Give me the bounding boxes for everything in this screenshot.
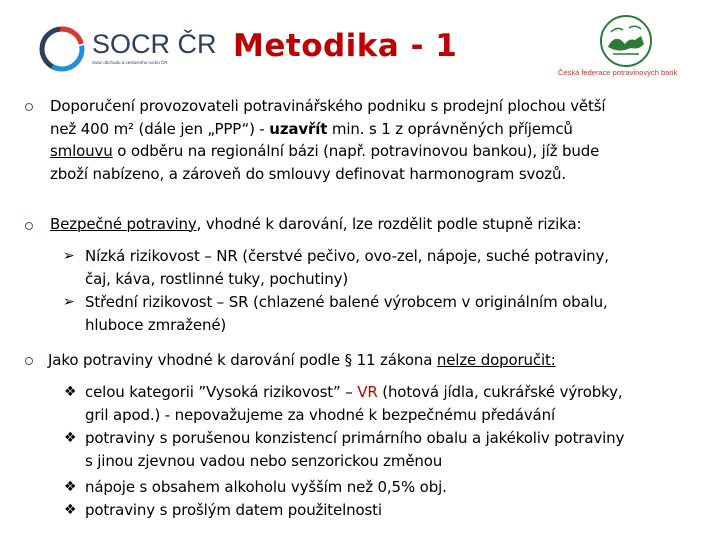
recommendation-label: Doporučení [50,97,135,115]
p2-line-1 [50,213,700,236]
p3-line-1 [48,349,698,372]
risk-item-medium-line-2 [85,314,608,337]
not-rec-item-alcohol [85,476,447,499]
p1-line-1 [50,95,700,118]
not-rec-item-1-line-2 [85,404,623,427]
risk-medium-examples-cont: hluboce zmražené) [85,315,227,334]
not-rec-item-damaged [85,427,624,472]
food-bank-logo [555,14,695,84]
p1-text-4: o odběru na regionální bázi (např. potravinovou bankou), jíž bude [112,142,600,160]
p1-line-3 [50,140,700,163]
food-bank-logo-name: Česká federace potravinových bank [558,68,678,77]
circle-bullet-icon [25,222,33,230]
not-rec-item-1-line-1 [85,381,623,404]
not-rec-item-3-line-1 [85,476,447,499]
high-risk-code: VR [357,383,378,401]
p2-text-1: , [196,215,206,233]
paragraph-recommendation [50,95,700,185]
risk-medium-examples: (chlazené balené výrobcem v originálním obalu, [248,293,608,311]
safe-foods-keyword: Bezpečné potraviny [50,215,197,233]
risk-low-examples: (čerstvé pečivo, ovo-zel, nápoje, suché potraviny, [237,247,609,265]
p1-text-5: zboží nabízeno, a zároveň do smlouvy definovat harmonogram svozů. [50,164,566,183]
arrow-bullet-icon: ➢ [63,248,75,264]
food-bank-emblem-icon [591,14,661,70]
risk-item-low-line-1 [85,245,609,268]
risk-low-label: Nízká rizikovost – [85,247,217,265]
not-rec-item-2-line-2 [85,450,624,473]
paragraph-not-recommended [48,349,698,372]
circle-bullet-icon [25,357,33,365]
alcohol-text: nápoje s obsahem alkoholu vyšším než 0,5% obj. [85,478,447,496]
risk-medium-label: Střední rizikovost – [85,293,229,311]
damaged-foods-text-cont: s jinou zjevnou vadou nebo senzorickou změnou [85,451,443,470]
expired-text: potraviny s prošlým datem použitelnosti [85,501,382,519]
paragraph-safe-foods [50,213,700,236]
page-title: Metodika - 1 [233,28,458,64]
p1-text-2: než 400 m² (dále jen „PPP“) - [50,119,270,138]
not-rec-item-expired [85,499,382,522]
high-risk-examples-cont: gril apod.) - nepovažujeme za vhodné k bezpečnému předávání [85,405,555,424]
risk-item-low [85,245,609,290]
circle-bullet-icon [25,103,33,111]
risk-item-low-line-2 [85,268,609,291]
socr-logo-name: SOCR ČR [92,29,217,59]
not-recommended-keyword: nelze doporučit: [436,351,556,369]
socr-ring-icon [36,22,92,78]
risk-medium-code: SR [228,293,249,311]
socr-logo [36,20,217,80]
diamond-bullet-icon: ❖ [64,384,77,400]
diamond-bullet-icon: ❖ [64,479,77,495]
high-risk-label: celou kategorii ”Vysoká rizikovost” – [85,383,358,401]
diamond-bullet-icon: ❖ [64,430,77,446]
risk-low-code: NR [216,247,238,265]
socr-logo-subtitle: Svaz obchodu a cestovního ruchu ČR [92,60,168,65]
conclude-keyword: uzavřít [269,119,328,138]
suitable-donation-keyword: vhodné k darování [205,215,343,233]
p1-line-4 [50,163,700,186]
not-rec-item-2-line-1 [85,427,624,450]
p1-text-3: min. s 1 z oprávněných příjemců [327,119,573,138]
not-rec-item-high-risk [85,381,623,426]
p3-text-1: Jako potraviny vhodné [48,351,218,369]
damaged-foods-text: potraviny s porušenou konzistencí primárního obalu a jakékoliv potraviny [85,429,625,447]
p1-text-1: provozovateli potravinářského podniku s prodejní plochou větší [134,97,606,115]
p1-line-2 [50,118,700,141]
risk-low-examples-cont: čaj, káva, rostlinné tuky, pochutiny) [85,269,349,288]
p3-text-2: podle § 11 zákona [294,351,437,369]
risk-item-medium [85,291,608,336]
diamond-bullet-icon: ❖ [64,502,77,518]
p2-text-2: , lze rozdělit [342,215,437,233]
risk-item-medium-line-1 [85,291,608,314]
arrow-bullet-icon: ➢ [63,294,75,310]
contract-keyword: smlouvu [50,142,113,160]
high-risk-examples: (hotová jídla, cukrářské výrobky, [377,383,623,401]
donation-keyword: k darování [217,351,295,369]
not-rec-item-4-line-1 [85,499,382,522]
risk-level-keyword: podle stupně rizika: [436,215,582,233]
